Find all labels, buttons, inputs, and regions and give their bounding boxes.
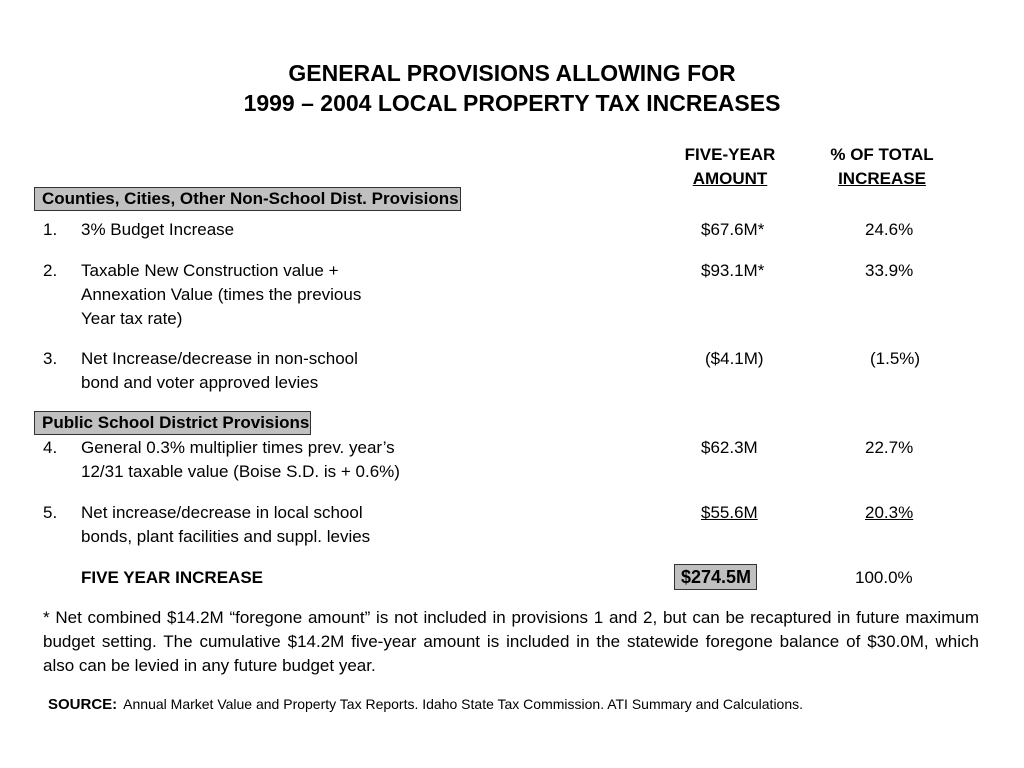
provision-amount: $55.6M <box>701 503 758 522</box>
percent-header-line-1: % OF TOTAL <box>830 145 934 164</box>
percent-column-header <box>818 143 946 191</box>
source-text: Annual Market Value and Property Tax Reports. Idaho State Tax Commission. ATI Summary and Calculations. <box>123 696 804 712</box>
title-line-1: GENERAL PROVISIONS ALLOWING FOR <box>288 60 736 86</box>
source-citation <box>48 694 803 715</box>
amount-header-line-2: AMOUNT <box>692 169 768 188</box>
section-header-non-school: Counties, Cities, Other Non-School Dist. Provisions <box>34 187 461 211</box>
percent-header-line-2: INCREASE <box>838 169 926 188</box>
provision-number: 3. <box>43 349 58 368</box>
provision-percent: (1.5%) <box>870 349 921 368</box>
provision-number: 2. <box>43 261 58 280</box>
provision-percent: 22.7% <box>865 438 914 457</box>
total-amount: $274.5M <box>674 564 757 590</box>
provision-description: General 0.3% multiplier times prev. year’s 12/31 taxable value (Boise S.D. is + 0.6%) <box>81 438 400 481</box>
footnote: * Net combined $14.2M “foregone amount” is not included in provisions 1 and 2, but can be recaptured in future maximum budget setting. The cumulative $14.2M five-year amount is included in the statewide foregone balance of $30.0M, which also can be levied in any future budget year. <box>43 608 979 675</box>
total-label: FIVE YEAR INCREASE <box>81 568 264 587</box>
provision-description: Taxable New Construction value + Annexation Value (times the previous Year tax rate) <box>81 261 362 328</box>
provision-percent: 24.6% <box>865 220 914 239</box>
page-title <box>0 58 1024 118</box>
provision-amount: ($4.1M) <box>705 349 764 368</box>
title-line-2: 1999 – 2004 LOCAL PROPERTY TAX INCREASES <box>243 90 781 116</box>
section-header-school: Public School District Provisions <box>34 411 311 435</box>
provision-amount: $93.1M* <box>701 261 765 280</box>
provision-percent: 33.9% <box>865 261 914 280</box>
provision-number: 1. <box>43 220 58 239</box>
provision-number: 5. <box>43 503 58 522</box>
provision-description: Net increase/decrease in local school bonds, plant facilities and suppl. levies <box>81 503 371 546</box>
provision-description: 3% Budget Increase <box>81 220 235 239</box>
provision-amount: $67.6M* <box>701 220 765 239</box>
amount-header-line-1: FIVE-YEAR <box>684 145 776 164</box>
provision-percent: 20.3% <box>865 503 914 522</box>
provision-number: 4. <box>43 438 58 457</box>
source-label: SOURCE: <box>48 696 118 713</box>
total-percent: 100.0% <box>855 568 913 587</box>
provision-description: Net Increase/decrease in non-school bond and voter approved levies <box>81 349 358 392</box>
amount-column-header <box>672 143 788 191</box>
provision-amount: $62.3M <box>701 438 758 457</box>
